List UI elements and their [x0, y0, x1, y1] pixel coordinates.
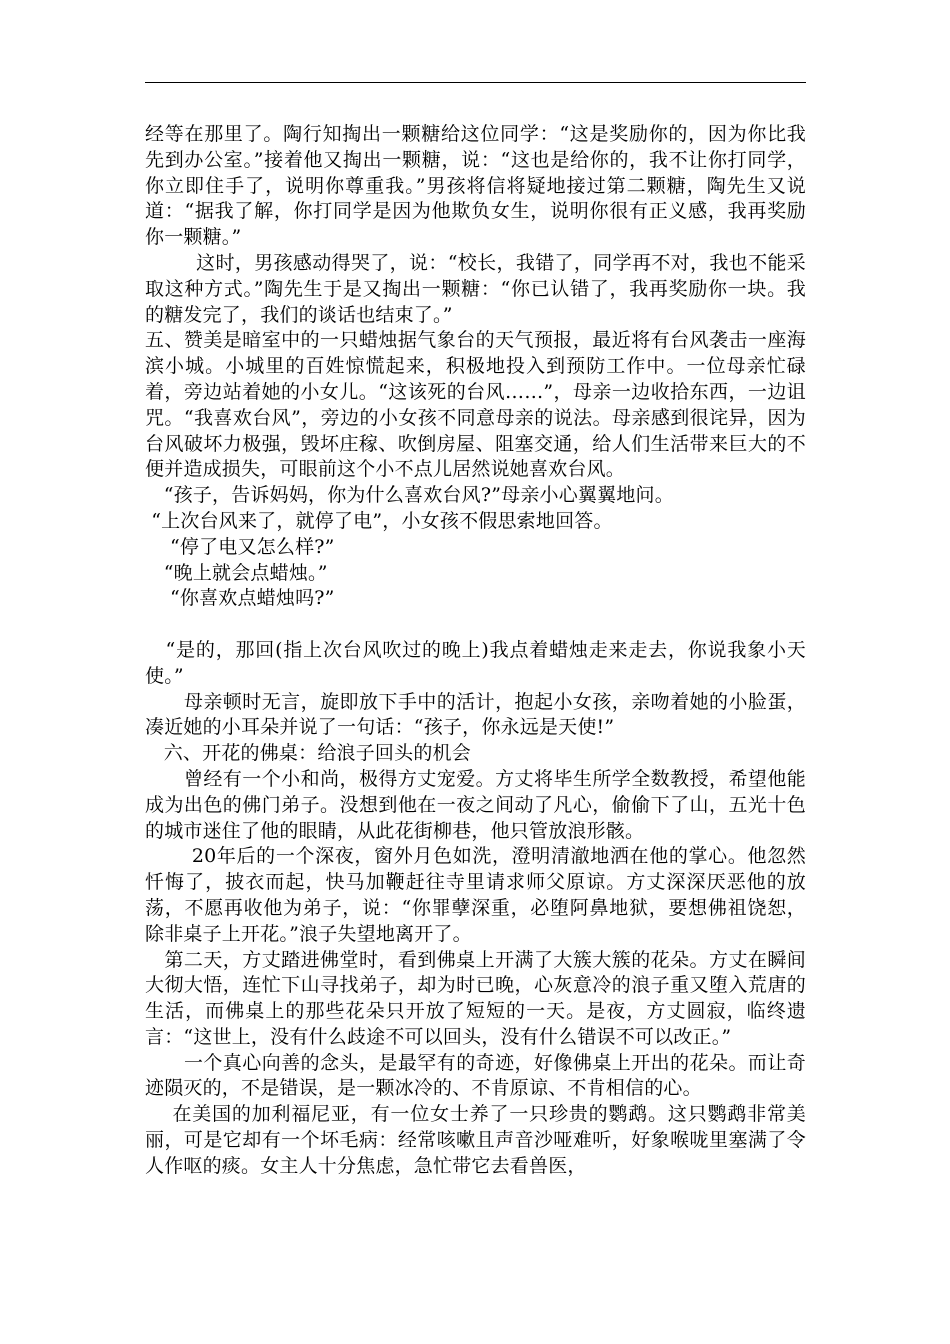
paragraph-section-five: 五、赞美是暗室中的一只蜡烛据气象台的天气预报，最近将有台风袭击一座海滨小城。小城里的百姓惊慌起来，积极地投入到预防工作中。一位母亲忙碌着，旁边站着她的小女儿。“这该死的台风……”，母亲一边收拾东西，一边诅咒。“我喜欢台风”，旁边的小女孩不同意母亲的说法。母亲感到很诧异，因为台风破坏力极强，毁坏庄稼、吹倒房屋、阻塞交通，给人们生活带来巨大的不便并造成损失，可眼前这个小不点儿居然说她喜欢台风。	[145, 329, 806, 481]
paragraph-little-monk: 曾经有一个小和尚，极得方丈宠爱。方丈将毕生所学全数教授，希望他能成为出色的佛门弟子。没想到他在一夜之间动了凡心，偷偷下了山，五光十色的城市迷住了他的眼睛，从此花街柳巷，他只管放浪形骸。	[145, 767, 807, 842]
paragraph-dialogue-5: “你喜欢点蜡烛吗?”	[145, 587, 335, 610]
paragraph-dialogue-6: “是的，那回(指上次台风吹过的晚上)我点着蜡烛走来走去，你说我象小天使。”	[145, 638, 806, 687]
paragraph-section-six-heading: 六、开花的佛桌：给浪子回头的机会	[145, 742, 471, 765]
paragraph-dialogue-4: “晚上就会点蜡烛。”	[145, 561, 328, 584]
paragraph-mother-response: 母亲顿时无言，旋即放下手中的活计，抱起小女孩，亲吻着她的小脸蛋，凑近她的小耳朵并说了一句话：“孩子，你永远是天使!”	[145, 690, 807, 739]
paragraph-candy-story: 经等在那里了。陶行知掏出一颗糖给这位同学：“这是奖励你的，因为你比我先到办公室。”接着他又掏出一颗糖，说：“这也是给你的，我不让你打同学，你立即住手了，说明你尊重我。”男孩将信将疑地接过第二颗糖，陶先生又说道：“据我了解，你打同学是因为他欺负女生，说明你很有正义感，我再奖励你一颗糖。”	[145, 123, 806, 249]
paragraph-dialogue-2: “上次台风来了，就停了电”，小女孩不假思索地回答。	[145, 509, 613, 532]
body-text	[145, 122, 806, 1180]
header-rule	[145, 82, 806, 83]
paragraph-next-day: 第二天，方丈踏进佛堂时，看到佛桌上开满了大簇大簇的花朵。方丈在瞬间大彻大悟，连忙下山寻找弟子，却为时已晚，心灰意冷的浪子重又堕入荒唐的生活，而佛桌上的那些花朵只开放了短短的一天。是夜，方丈圆寂，临终遗言：“这世上，没有什么歧途不可以回头，没有什么错误不可以改正。”	[145, 948, 806, 1048]
paragraph-moral: 一个真心向善的念头，是最罕有的奇迹，好像佛桌上开出的花朵。而让奇迹陨灭的，不是错误，是一颗冰冷的、不肯原谅、不肯相信的心。	[145, 1051, 807, 1100]
paragraph-parrot-story: 在美国的加利福尼亚，有一位女士养了一只珍贵的鹦鹉。这只鹦鹉非常美丽，可是它却有一个坏毛病：经常咳嗽且声音沙哑难听，好象喉咙里塞满了令人作呕的痰。女主人十分焦虑，急忙带它去看兽医，	[145, 1103, 806, 1177]
paragraph-boy-cries: 这时，男孩感动得哭了，说：“校长，我错了，同学再不对，我也不能采取这种方式。”陶先生于是又掏出一颗糖：“你已认错了，我再奖励你一块。我的糖发完了，我们的谈话也结束了。”	[145, 251, 806, 326]
paragraph-dialogue-3: “停了电又怎么样?”	[145, 535, 335, 558]
blank-line	[145, 612, 806, 638]
paragraph-dialogue-1: “孩子，告诉妈妈，你为什么喜欢台风?”母亲小心翼翼地问。	[145, 484, 674, 507]
paragraph-twenty-years-later: 20年后的一个深夜，窗外月色如洗，澄明清澈地洒在他的掌心。他忽然忏悔了，披衣而起，快马加鞭赶往寺里请求师父原谅。方丈深深厌恶他的放荡，不愿再收他为弟子，说：“你罪孽深重，必堕阿鼻地狱，要想佛祖饶恕，除非桌子上开花。”浪子失望地离开了。	[145, 845, 806, 945]
